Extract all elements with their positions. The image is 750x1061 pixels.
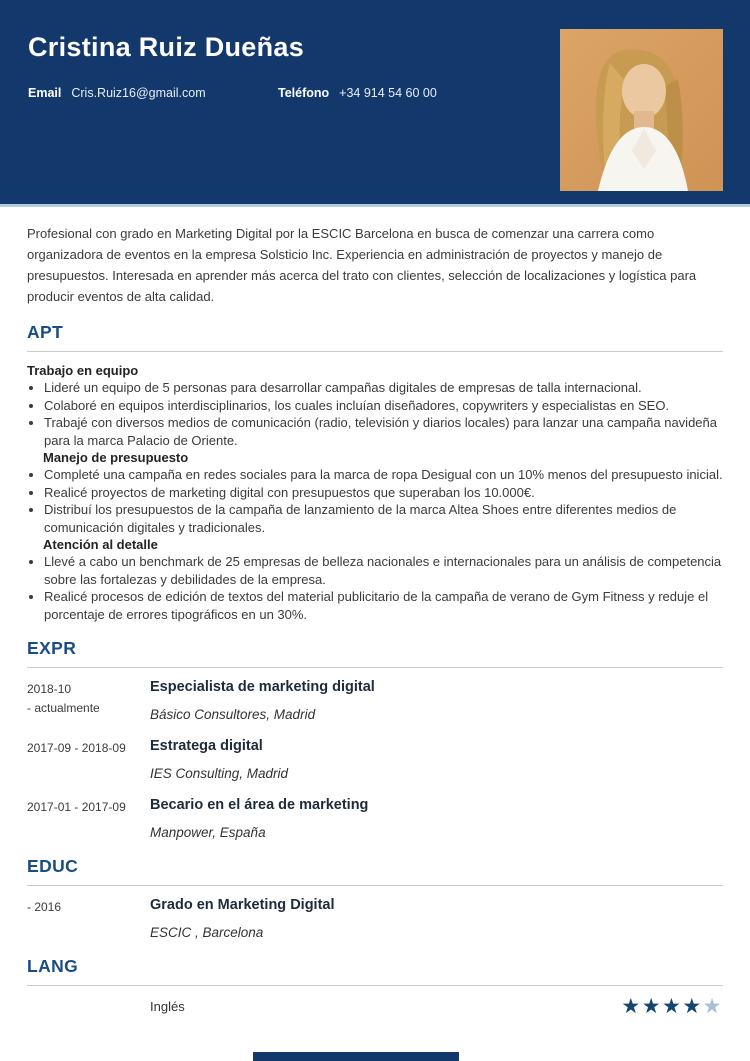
company-name: Manpower, España xyxy=(150,825,266,841)
star-filled-icon: ★ xyxy=(621,995,642,1019)
section-title-languages: LANG xyxy=(27,956,79,977)
date-end: - actualmente xyxy=(27,701,100,716)
resume-header xyxy=(0,0,750,207)
language-row xyxy=(27,996,723,1017)
skill-group-heading: Atención al detalle xyxy=(43,537,158,553)
experience-entry xyxy=(27,796,723,841)
phone-field xyxy=(278,86,437,100)
skill-item: • Trabajé con diversos medios de comunicación (radio, televisión y diarios locales) para lanzar una campaña navideña para la marca Palacio de Oriente. xyxy=(44,414,723,449)
skill-item: • Lideré un equipo de 5 personas para desarrollar campañas digitales de empresas de talla internacional. xyxy=(44,379,723,396)
education-entry xyxy=(27,896,723,941)
skill-list xyxy=(27,553,723,623)
profile-photo xyxy=(560,29,723,191)
star-empty-icon: ★ xyxy=(702,995,723,1019)
section-title-education: EDUC xyxy=(27,856,79,877)
skill-item: • Colaboré en equipos interdisciplinarios, los cuales incluían diseñadores, copywriters y especialistas en SEO. xyxy=(44,397,723,414)
job-title: Estratega digital xyxy=(150,738,263,755)
skill-list xyxy=(27,466,723,536)
skill-group-heading: Trabajo en equipo xyxy=(27,363,139,378)
star-filled-icon: ★ xyxy=(662,995,683,1019)
page-footer-bar xyxy=(253,1052,459,1061)
job-title: Becario en el área de marketing xyxy=(150,797,369,814)
date-range: - 2016 xyxy=(27,900,62,915)
section-title-experience: EXPR xyxy=(27,638,77,659)
skills-section xyxy=(27,362,723,623)
company-name: Básico Consultores, Madrid xyxy=(150,707,316,723)
section-divider xyxy=(27,885,723,886)
entry-details xyxy=(150,678,723,723)
section-divider xyxy=(27,351,723,352)
entry-dates xyxy=(27,796,150,841)
email-value: Cris.Ruiz16@gmail.com xyxy=(71,86,206,100)
profile-photo-illustration xyxy=(560,29,723,191)
email-label: Email xyxy=(28,86,62,100)
entry-details xyxy=(150,796,723,841)
date-start: 2018-10 xyxy=(27,682,72,697)
resume-body xyxy=(0,223,750,1017)
education-section xyxy=(27,896,723,941)
skill-item: • Llevé a cabo un benchmark de 25 empresas de belleza nacionales e internacionales para un análisis de competencia sobre las fortalezas y debilidades de la empresa. xyxy=(44,553,723,588)
entry-details xyxy=(150,737,723,782)
profile-summary: Profesional con grado en Marketing Digital por la ESCIC Barcelona en busca de comenzar una carrera como organizadora de eventos en la empresa Solsticio Inc. Experiencia en administración de proyectos y manejo de presupuestos. Interesada en aprender más acerca del trato con clientes, selección de localizaciones y logística para producir eventos de alta calidad. xyxy=(27,226,697,304)
company-name: IES Consulting, Madrid xyxy=(150,766,289,782)
email-field xyxy=(28,86,278,100)
entry-dates xyxy=(27,896,150,941)
entry-details xyxy=(150,896,723,941)
skill-group-heading: Manejo de presupuesto xyxy=(43,450,189,466)
school-name: ESCIC , Barcelona xyxy=(150,925,264,941)
date-range: 2017-09 - 2018-09 xyxy=(27,741,126,756)
entry-dates xyxy=(27,737,150,782)
date-range: 2017-01 - 2017-09 xyxy=(27,800,126,815)
star-filled-icon: ★ xyxy=(641,995,663,1019)
job-title: Especialista de marketing digital xyxy=(150,679,375,696)
degree-title: Grado en Marketing Digital xyxy=(150,897,335,914)
experience-section xyxy=(27,678,723,841)
phone-value: +34 914 54 60 00 xyxy=(339,86,437,100)
skill-list xyxy=(27,379,723,449)
skill-item: • Realicé proyectos de marketing digital con presupuestos que superaban los 10.000€. xyxy=(44,484,723,501)
language-name: Inglés xyxy=(150,999,185,1015)
skill-item: • Realicé procesos de edición de textos del material publicitario de la campaña de verano de Gym Fitness y reduje el porcentaje de errores tipográficos en un 30%. xyxy=(44,588,723,623)
language-rating xyxy=(621,996,723,1017)
skill-item: • Completé una campaña en redes sociales para la marca de ropa Desigual con un 10% menos del presupuesto inicial. xyxy=(44,466,723,483)
entry-dates xyxy=(27,678,150,723)
candidate-name: Cristina Ruiz Dueñas xyxy=(28,32,305,62)
phone-label: Teléfono xyxy=(278,86,330,100)
section-divider xyxy=(27,985,723,986)
experience-entry xyxy=(27,737,723,782)
experience-entry xyxy=(27,678,723,723)
skill-item: • Distribuí los presupuestos de la campaña de lanzamiento de la marca Altea Shoes entre diferentes medios de comunicación digitales y tradicionales. xyxy=(44,501,723,536)
section-divider xyxy=(27,667,723,668)
section-title-skills: APT xyxy=(27,322,64,342)
star-filled-icon: ★ xyxy=(682,995,703,1019)
